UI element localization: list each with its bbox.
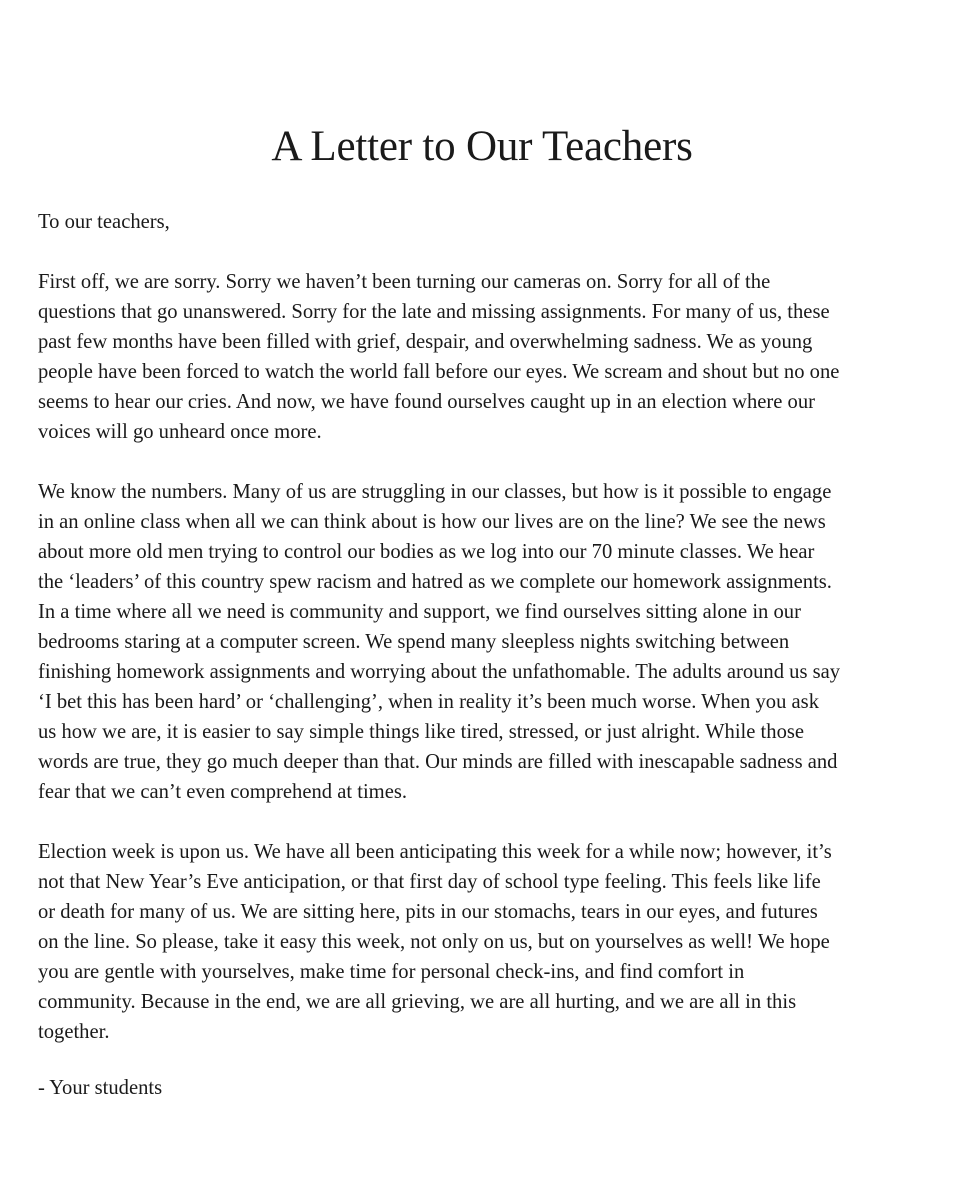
paragraph-line: bedrooms staring at a computer screen. We spend many sleepless nights switching between [38, 631, 790, 653]
paragraph-2 [38, 477, 928, 807]
paragraph-line: questions that go unanswered. Sorry for the late and missing assignments. For many of us, these [38, 301, 830, 323]
paragraph-line: We know the numbers. Many of us are struggling in our classes, but how is it possible to engage [38, 481, 832, 503]
paragraph-1 [38, 267, 928, 447]
paragraph-line: community. Because in the end, we are all grieving, we are all hurting, and we are all in this [38, 991, 797, 1013]
paragraph-line: voices will go unheard once more. [38, 421, 322, 443]
paragraph-line: in an online class when all we can think about is how our lives are on the line? We see the news [38, 511, 826, 533]
paragraph-line: people have been forced to watch the world fall before our eyes. We scream and shout but no one [38, 361, 840, 383]
paragraph-line: on the line. So please, take it easy this week, not only on us, but on yourselves as well! We hope [38, 931, 830, 953]
paragraph-line: fear that we can’t even comprehend at times. [38, 781, 407, 803]
signoff: - Your students [38, 1077, 163, 1099]
paragraph-line: past few months have been filled with grief, despair, and overwhelming sadness. We as young [38, 331, 813, 353]
paragraph-line: the ‘leaders’ of this country spew racism and hatred as we complete our homework assignments. [38, 571, 832, 593]
paragraph-line: us how we are, it is easier to say simple things like tired, stressed, or just alright. While those [38, 721, 805, 743]
paragraph-line: First off, we are sorry. Sorry we haven’t been turning our cameras on. Sorry for all of the [38, 271, 771, 293]
paragraph-line: Election week is upon us. We have all been anticipating this week for a while now; however, it’s [38, 841, 832, 863]
paragraph-line: not that New Year’s Eve anticipation, or that first day of school type feeling. This feels like life [38, 871, 821, 893]
paragraph-line: words are true, they go much deeper than that. Our minds are filled with inescapable sadness and [38, 751, 838, 773]
paragraph-line: about more old men trying to control our bodies as we log into our 70 minute classes. We hear [38, 541, 815, 563]
letter-title: A Letter to Our Teachers [271, 123, 693, 170]
paragraph-line: finishing homework assignments and worrying about the unfathomable. The adults around us say [38, 661, 841, 683]
paragraph-line: ‘I bet this has been hard’ or ‘challenging’, when in reality it’s been much worse. When you ask [38, 691, 819, 713]
paragraph-line: you are gentle with yourselves, make time for personal check-ins, and find comfort in [38, 961, 745, 983]
paragraph-line: or death for many of us. We are sitting here, pits in our stomachs, tears in our eyes, and futures [38, 901, 818, 923]
paragraph-3 [38, 837, 928, 1047]
paragraph-line: In a time where all we need is community and support, we find ourselves sitting alone in our [38, 601, 801, 623]
paragraph-line: seems to hear our cries. And now, we have found ourselves caught up in an election where our [38, 391, 815, 413]
salutation: To our teachers, [38, 211, 170, 233]
paragraph-line: together. [38, 1021, 110, 1043]
